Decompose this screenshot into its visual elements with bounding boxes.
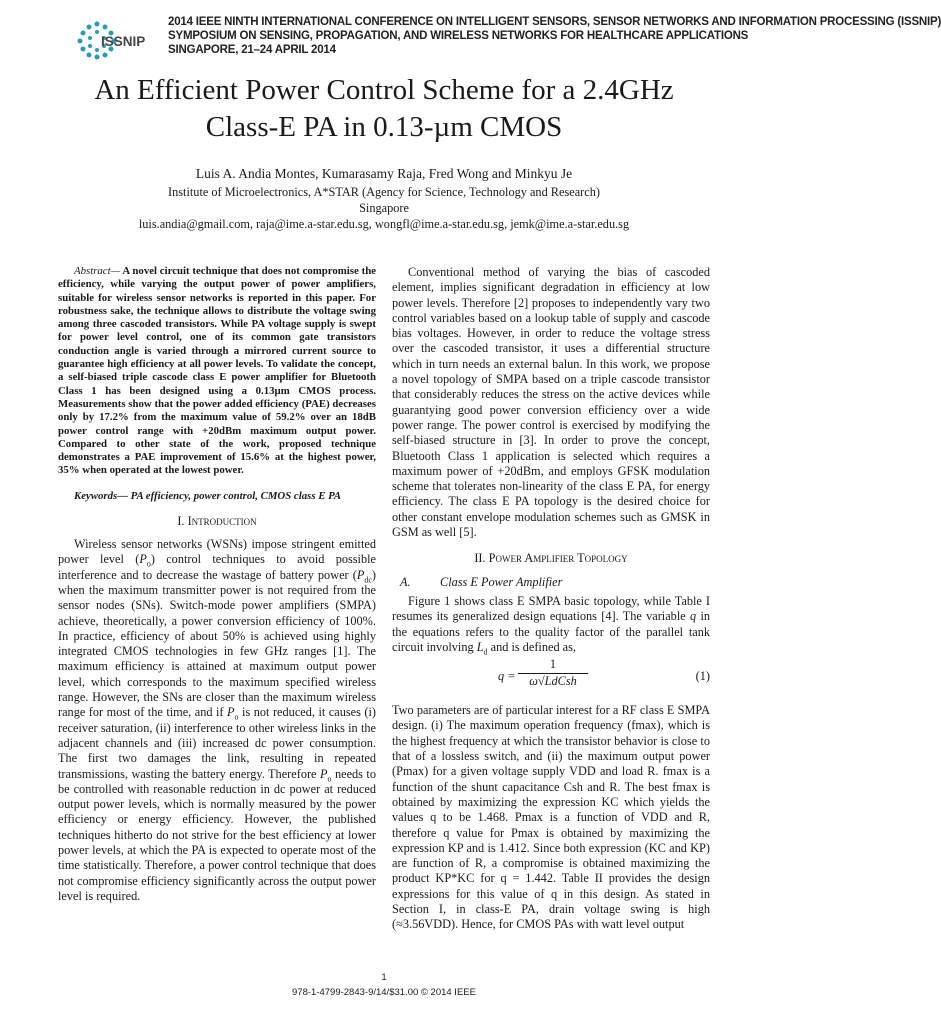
abstract-text: A novel circuit technique that does not compromise the efficiency, while varying the output power of power amplifiers, suitable for wireless sensor networks is reported in this paper. For robustness sake, the technique allows to distribute the voltage swing among three cascoded transistors. While PA voltage supply is swept for power level control, one of its common gate transistors conduction angle is varied through a mirrored current source to guarantee high efficiency at all power levels. To validate the concept, a self-biased triple cascode class E power amplifier for Bluetooth Class 1 has been designed using a 0.13µm CMOS process. Measurements show that the power added efficiency (PAE) decreases only by 17.2% from the maximum value of 59.2% over an 18dB power control range with +20dBm maximum output power. Compared to other state of the work, proposed technique demonstrates a PAE improvement of 15.6% at the highest power, 35% when operated at the lowest power. (58, 265, 376, 477)
affiliation (40, 184, 728, 232)
issnip-logo (75, 16, 167, 60)
abstract-lead: Abstract— (74, 265, 121, 277)
title-line-2: Class-E PA in 0.13-µm CMOS (205, 111, 563, 143)
conference-line-3: SINGAPORE, 21–24 APRIL 2014 (168, 44, 336, 56)
conference-line-1: 2014 IEEE NINTH INTERNATIONAL CONFERENCE ON INTELLIGENT SENSORS, SENSOR NETWORKS AND INFORMATION PROCESSING (ISSNIP) (168, 16, 941, 28)
fig1-text-3: and is defined as, (487, 639, 576, 654)
intro-text-2: ) control techniques to avoid possible interference and to decrease the wastage of battery power ( (58, 552, 376, 582)
section-2-heading: II. Power Amplifier Topology (474, 551, 628, 566)
keywords: Keywords— PA efficiency, power control, CMOS class E PA (74, 489, 342, 502)
right-intro-paragraph: Conventional method of varying the bias of cascoded element, implies significant degradation in efficiency at low power levels. Therefore [2] proposes to independently vary two control variables based on a lookup table of supply and cascode bias voltages. However, in order to reduce the voltage stress over the cascoded transistor, it uses a differential structure which in turn needs an external balun. In this work, we propose a novel topology of SMPA based on a triple cascode transistor that considerably reduces the stress on the active devices while guarantying good power conversion efficiency over a wide power range. The power control is exercised by modifying the self-biased structure in [3]. In order to prove the concept, Bluetooth Class 1 application is selected which requires a maximum power of +20dBm, and employs GFSK modulation scheme that tolerates non-linearity of the class E PA, for energy efficiency. The class E PA topology is the desired choice for other constant envelope modulation schemes such as GMSK in GSM as well [5]. (392, 265, 710, 540)
equation-fraction (518, 657, 588, 690)
design-paragraph: Two parameters are of particular interest for a RF class E SMPA design. (i) The maximum operation frequency (fmax), which is the highest frequency at which the transistor behavior is close to that of a lossless switch, and (ii) the maximum output power (Pmax) for a given voltage supply VDD and load R. fmax is a function of the shunt capacitance Csh and R. The best fmax is obtained by maximizing the expression KC which yields the values q to be 1.468. Pmax is a function of VDD and R, therefore q value for Pmax is obtained by maximizing the expression KP and is 1.412. Since both expression (KC and KP) are function of R, a compromise is obtained maximizing the product KP*KC for q = 1.442. Table II provides the design expressions for this value of q in this design. As stated in Section I, in class-E PA, drain voltage swing is high (≈3.56VDD). Hence, for CMOS PAs with watt level output (392, 703, 710, 932)
page-number: 1 (381, 972, 387, 983)
section-1-heading: I. Introduction (177, 513, 257, 528)
emails: luis.andia@gmail.com, raja@ime.a-star.edu.sg, wongfl@ime.a-star.edu.sg, jemk@ime.a-star.edu.sg (138, 217, 630, 231)
fig1-text-2: in the equations refers to the quality factor of the parallel tank circuit involving (392, 609, 711, 654)
equation-numerator: 1 (518, 657, 588, 674)
logo-text: ISSNIP (101, 34, 146, 49)
paper-title (40, 72, 728, 146)
intro-text-4: is not reduced, it causes (i) receiver saturation, (ii) interference to other wireless links in the adjacent channels and (iii) increased dc power consumption. The first two damages the link, resulting in repeated transmissions, wasting the battery energy. Therefore (58, 705, 376, 781)
title-line-1: An Efficient Power Control Scheme for a 2.4GHz (94, 74, 674, 106)
subsection-title: Class E Power Amplifier (440, 574, 563, 589)
abstract (58, 265, 376, 478)
authors: Luis A. Andia Montes, Kumarasamy Raja, Fred Wong and Minkyu Je (195, 166, 573, 181)
intro-text-1: Wireless sensor networks (WSNs) impose stringent emitted power level ( (58, 537, 376, 567)
isbn-footer: 978-1-4799-2843-9/14/$31.00 © 2014 IEEE (292, 987, 476, 998)
equation-number: (1) (695, 669, 710, 684)
equation-denominator: ω√LdCsh (529, 674, 577, 689)
equation-1 (392, 657, 710, 701)
equation-lhs: q = (498, 669, 516, 684)
intro-text-5: needs to be controlled with reasonable reduction in dc power at reduced output power levels, which is normally measured by the power efficiency or energy efficiency. However, the published techniques hitherto do not strive for the best efficiency at lower power levels, at which the PA is expected to operate most of the time statistically. Therefore, a power control technique that does not compromise efficiency significantly across the output power level is required. (58, 766, 376, 903)
subsection-number: A. (400, 574, 411, 589)
figure1-paragraph: Figure 1 shows class E SMPA basic topology, while Table I resumes its generalized design equations [4]. The variable q in the equations refers to the quality factor of the parallel tank circuit involving $L_d$ and is defined as, (392, 593, 711, 657)
left-column (58, 265, 376, 904)
conference-header (168, 15, 941, 57)
intro-text-3: ) when the maximum transmitter power is not required from the sensor nodes (SNs). Switch-mode power amplifiers (SMPA) achieve, theoretically, a power conversion efficiency of 100%. In practice, efficiency of about 50% is achieved using highly integrated CMOS technologies in few GHz ranges [1]. The maximum efficiency is attained at maximum output power level, which corresponds to the maximum specified wireless range. However, the SNs are closer than the maximum wireless range for most of the time, and if (58, 567, 376, 720)
institute: Institute of Microelectronics, A*STAR (Agency for Science, Technology and Research) (168, 185, 600, 199)
fig1-text-1: Figure 1 shows class E SMPA basic topology, while Table I resumes its generalized design equations [4]. The variable (392, 593, 710, 624)
right-column (392, 265, 710, 933)
subsection-a-heading (392, 575, 710, 590)
city: Singapore (359, 201, 409, 215)
conference-line-2: SYMPOSIUM ON SENSING, PROPAGATION, AND WIRELESS NETWORKS FOR HEALTHCARE APPLICATIONS (168, 30, 749, 42)
intro-paragraph: Wireless sensor networks (WSNs) impose stringent emitted power level $(P_o)$ control techniques to avoid possible interference and to decrease the wastage of battery power $(P_{dc})$ when the maximum transmitter power is not required from the sensor nodes (SNs). Switch-mode power amplifiers (SMPA) achieve, theoretically, a power conversion efficiency of 100%. In practice, efficiency of about 50% is achieved using highly integrated CMOS technologies in few GHz ranges [1]. The maximum efficiency is attained at maximum output power level, which corresponds to the maximum specified wireless range. However, the SNs are closer than the maximum wireless range for most of the time, and if $P_o$ is not reduced, it causes (i) receiver saturation, (ii) interference to other wireless links in the adjacent channels and (iii) increased dc power consumption. The first two damages the link, resulting in repeated transmissions, wasting the battery energy. Therefore $P_o$ needs to be controlled with reasonable reduction in dc power at reduced output power levels, which is normally measured by the power efficiency or energy efficiency. However, the published techniques hitherto do not strive for the best efficiency at lower power levels, at which the PA is expected to operate most of the time statistically. Therefore, a power control technique that does not compromise efficiency significantly across the output power level is required. (58, 537, 376, 903)
